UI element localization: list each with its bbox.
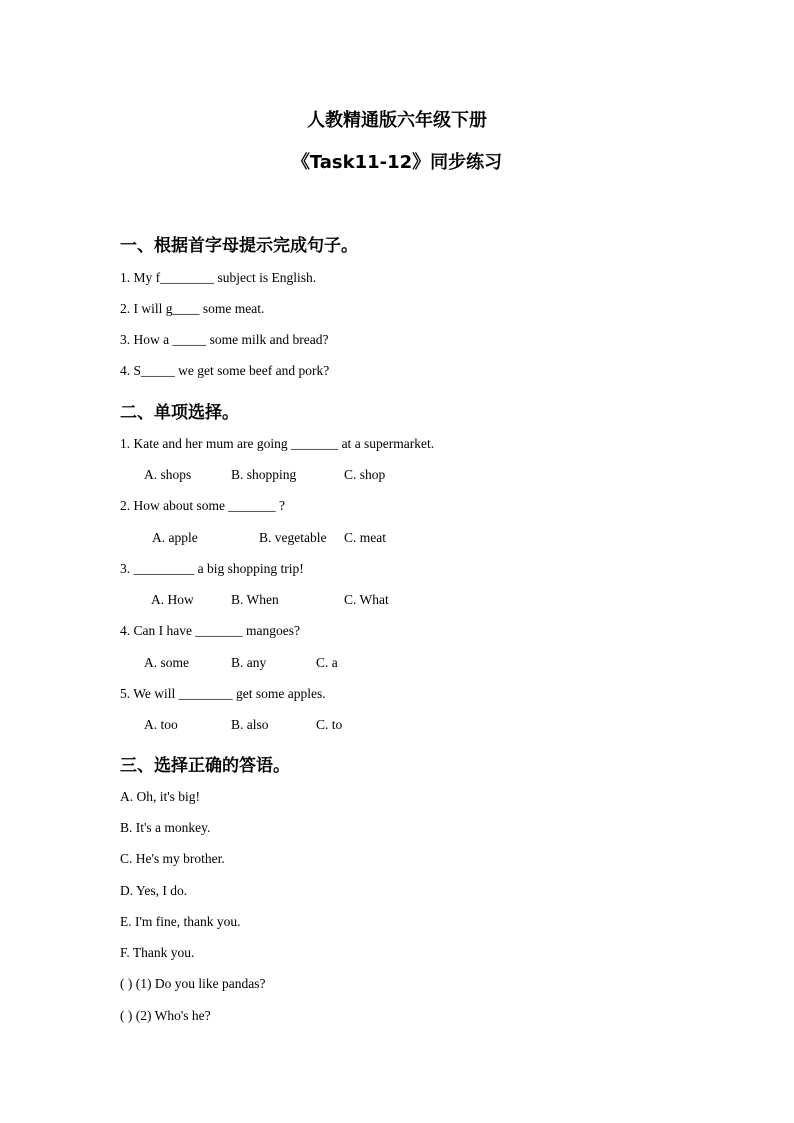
mc-option-c: C. What <box>344 592 389 607</box>
answer-option-c: C. He's my brother. <box>120 851 225 866</box>
mc-question-2: 2. How about some _______ ? <box>120 498 285 513</box>
section-heading-fill-blanks: 一、根据首字母提示完成句子。 <box>120 236 358 256</box>
mc-option-a: A. some <box>144 655 189 670</box>
section-heading-responses: 三、选择正确的答语。 <box>120 756 290 776</box>
fill-blank-item-1: 1. My f________ subject is English. <box>120 270 317 285</box>
answer-option-d: D. Yes, I do. <box>120 883 188 898</box>
mc-option-b: B. also <box>231 717 269 732</box>
mc-option-c: C. shop <box>344 467 386 482</box>
page-title: 人教精通版六年级下册 <box>307 110 487 131</box>
mc-option-b: B. any <box>231 655 267 670</box>
page-subtitle: 《Task11-12》同步练习 <box>291 152 503 173</box>
mc-option-a: A. too <box>144 717 178 732</box>
mc-option-c: C. meat <box>344 530 386 545</box>
answer-option-b: B. It's a monkey. <box>120 820 211 835</box>
mc-question-3: 3. _________ a big shopping trip! <box>120 561 304 576</box>
answer-option-f: F. Thank you. <box>120 945 195 960</box>
mc-question-1: 1. Kate and her mum are going _______ at a supermarket. <box>120 436 435 451</box>
fill-blank-item-4: 4. S_____ we get some beef and pork? <box>120 363 330 378</box>
response-question-2: ( ) (2) Who's he? <box>120 1008 211 1023</box>
mc-option-a: A. shops <box>144 467 192 482</box>
mc-option-c: C. to <box>316 717 343 732</box>
section-heading-multiple-choice: 二、单项选择。 <box>120 403 239 423</box>
response-question-1: ( ) (1) Do you like pandas? <box>120 976 266 991</box>
fill-blank-item-3: 3. How a _____ some milk and bread? <box>120 332 329 347</box>
answer-option-a: A. Oh, it's big! <box>120 789 201 804</box>
mc-option-b: B. When <box>231 592 279 607</box>
mc-question-4: 4. Can I have _______ mangoes? <box>120 623 300 638</box>
mc-option-b: B. shopping <box>231 467 297 482</box>
mc-option-c: C. a <box>316 655 338 670</box>
mc-option-a: A. How <box>151 592 194 607</box>
answer-option-e: E. I'm fine, thank you. <box>120 914 241 929</box>
mc-option-a: A. apple <box>152 530 198 545</box>
mc-option-b: B. vegetable <box>259 530 327 545</box>
mc-question-5: 5. We will ________ get some apples. <box>120 686 326 701</box>
fill-blank-item-2: 2. I will g____ some meat. <box>120 301 265 316</box>
